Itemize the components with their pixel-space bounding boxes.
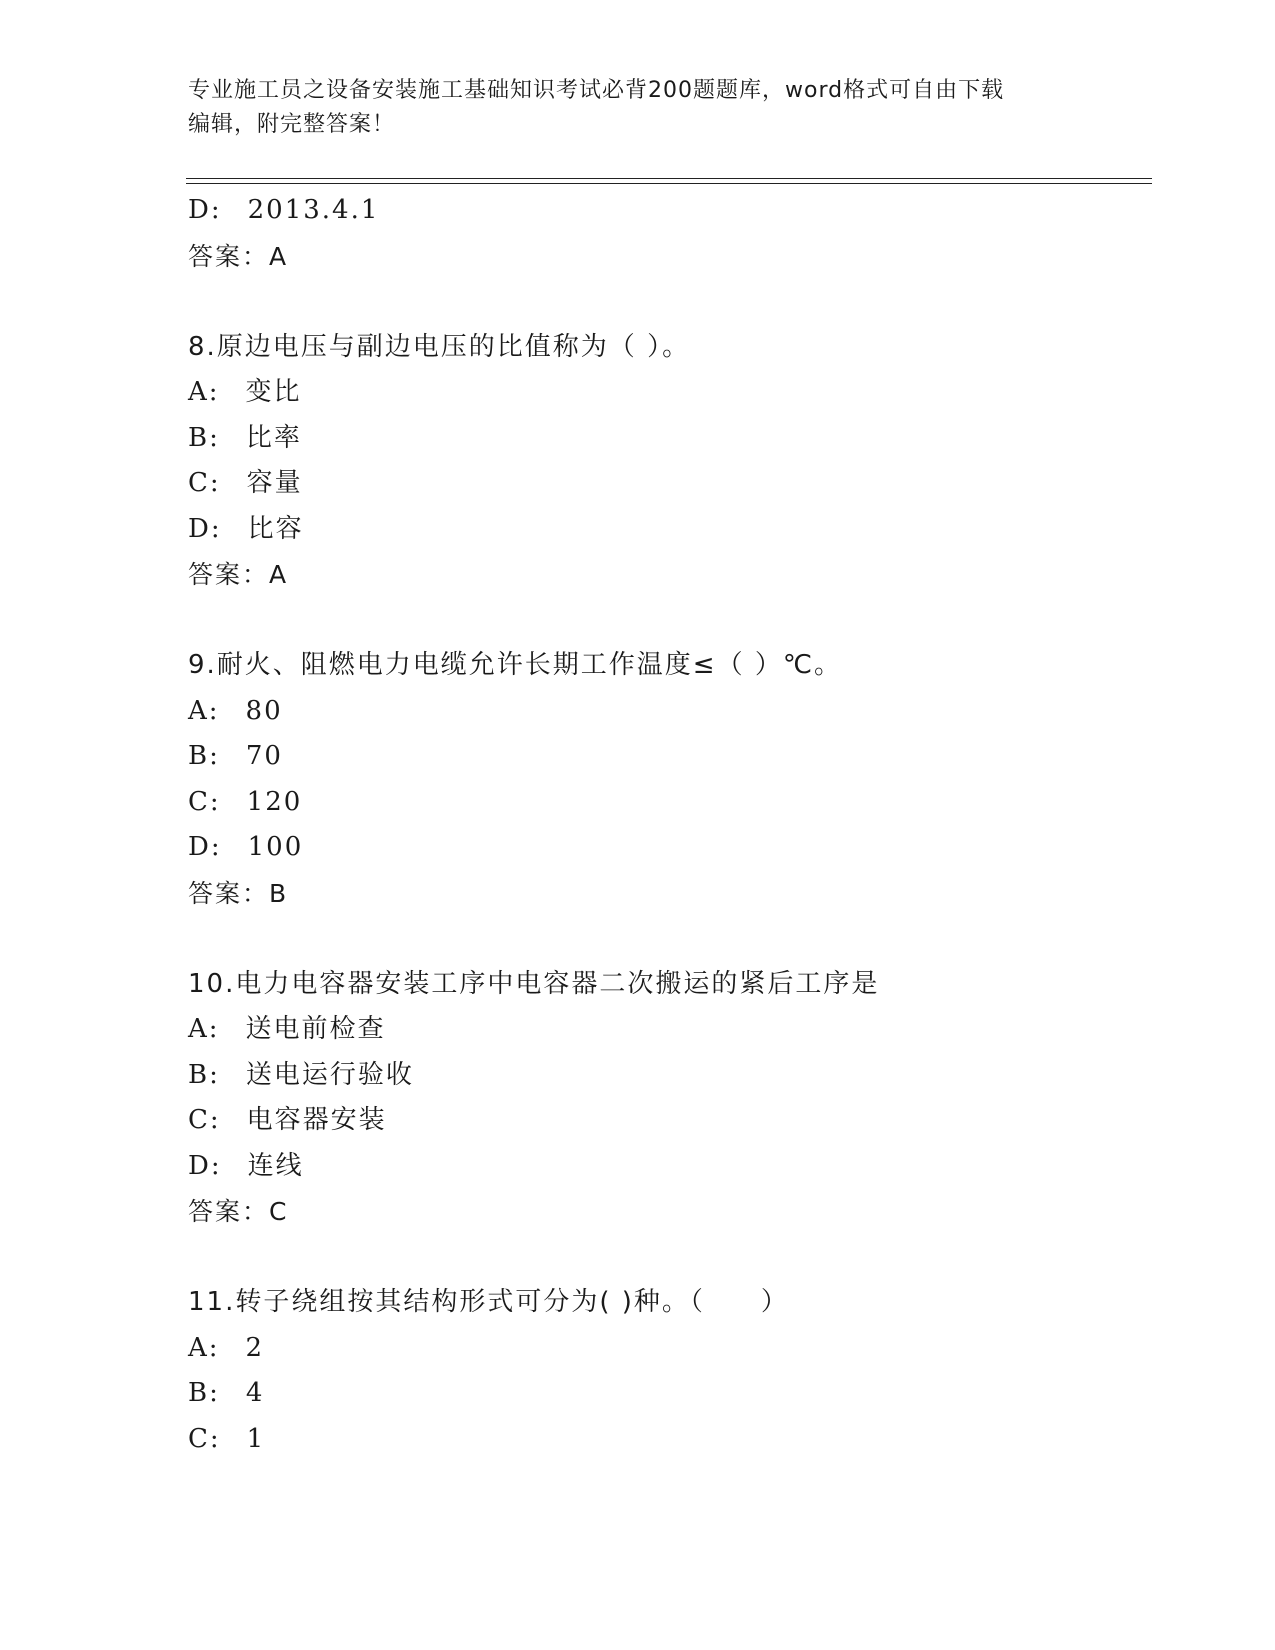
option-d-q7 bbox=[188, 188, 1148, 234]
option-text: 送电运行验收 bbox=[245, 1059, 414, 1090]
option-text: 电容器安装 bbox=[246, 1105, 387, 1135]
header-divider-top bbox=[186, 178, 1152, 179]
option-text: 1 bbox=[246, 1423, 266, 1454]
option-d-q10 bbox=[188, 1144, 1148, 1190]
document-header bbox=[188, 74, 1088, 142]
option-a-q9 bbox=[188, 689, 1148, 735]
answer-q9: 答案：B bbox=[188, 878, 289, 908]
option-letter: B: bbox=[188, 422, 220, 453]
answer-q10: 答案：C bbox=[188, 1197, 289, 1226]
option-letter: D: bbox=[188, 1150, 222, 1181]
option-b-q11 bbox=[188, 1371, 1148, 1417]
question-stem-9: 9.耐火、阻燃电力电缆允许长期工作温度≤（ ）℃。 bbox=[188, 650, 843, 680]
option-letter: A: bbox=[188, 377, 220, 407]
option-c-q8 bbox=[188, 461, 1148, 507]
option-letter: B: bbox=[188, 741, 220, 771]
option-letter: D: bbox=[188, 832, 222, 862]
option-c-q9 bbox=[188, 780, 1148, 826]
header-divider-bottom bbox=[186, 183, 1152, 184]
answer-q7: 答案：A bbox=[188, 241, 289, 271]
option-text: 4 bbox=[245, 1378, 265, 1408]
option-letter: D: bbox=[188, 195, 222, 225]
option-b-q8 bbox=[188, 416, 1148, 462]
option-text: 比率 bbox=[245, 422, 302, 453]
answer-q8: 答案：A bbox=[188, 560, 289, 589]
option-c-q10 bbox=[188, 1098, 1148, 1144]
question-stem-11: 11.转子绕组按其结构形式可分为( )种。（ ） bbox=[188, 1287, 789, 1317]
option-text: 容量 bbox=[246, 468, 303, 498]
option-a-q11 bbox=[188, 1326, 1148, 1372]
header-line-1: 专业施工员之设备安装施工基础知识考试必背200题题库，word格式可自由下载 bbox=[188, 78, 1005, 103]
option-letter: C: bbox=[188, 1105, 221, 1135]
option-text: 120 bbox=[246, 786, 303, 817]
option-text: 变比 bbox=[245, 377, 302, 407]
option-letter: C: bbox=[188, 786, 221, 817]
option-b-q10 bbox=[188, 1053, 1148, 1099]
option-text: 送电前检查 bbox=[245, 1014, 386, 1044]
option-d-q8 bbox=[188, 507, 1148, 553]
option-letter: D: bbox=[188, 513, 222, 544]
option-letter: C: bbox=[188, 1423, 221, 1454]
option-text: 70 bbox=[245, 741, 283, 771]
option-b-q9 bbox=[188, 734, 1148, 780]
option-text: 100 bbox=[247, 832, 304, 862]
option-text: 连线 bbox=[247, 1150, 304, 1181]
option-d-q9 bbox=[188, 825, 1148, 871]
header-line-2: 编辑，附完整答案！ bbox=[188, 112, 396, 137]
option-letter: A: bbox=[188, 695, 220, 726]
question-stem-10: 10.电力电容器安装工序中电容器二次搬运的紧后工序是 bbox=[188, 968, 880, 999]
question-stem-8: 8.原边电压与副边电压的比值称为（ ）。 bbox=[188, 331, 691, 362]
option-letter: B: bbox=[188, 1059, 220, 1090]
option-c-q11 bbox=[188, 1417, 1148, 1463]
option-a-q10 bbox=[188, 1007, 1148, 1053]
option-letter: A: bbox=[188, 1332, 220, 1363]
option-text: 2 bbox=[245, 1332, 265, 1363]
option-a-q8 bbox=[188, 370, 1148, 416]
question-list bbox=[188, 188, 1148, 1462]
option-letter: A: bbox=[188, 1014, 220, 1044]
option-text: 80 bbox=[245, 695, 283, 726]
option-letter: B: bbox=[188, 1378, 220, 1408]
option-letter: C: bbox=[188, 468, 221, 498]
option-text: 2013.4.1 bbox=[247, 195, 380, 225]
option-text: 比容 bbox=[247, 513, 304, 544]
